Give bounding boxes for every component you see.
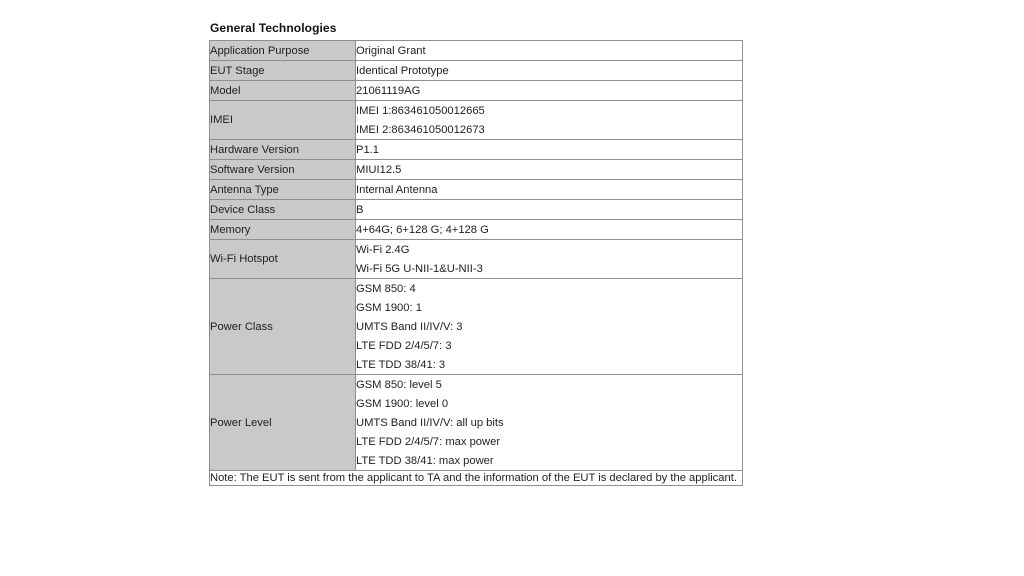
table-row (210, 101, 743, 140)
table-row (210, 220, 743, 240)
value-line: IMEI 1:863461050012665 (356, 104, 485, 117)
value-line: B (356, 203, 364, 216)
value-lines (356, 81, 742, 100)
value-line: LTE FDD 2/4/5/7: 3 (356, 339, 452, 352)
value-lines (356, 180, 742, 199)
value-line: IMEI 2:863461050012673 (356, 123, 485, 136)
table-row (210, 180, 743, 200)
value-line: Wi-Fi 5G U-NII-1&U-NII-3 (356, 262, 483, 275)
value-line: 21061119AG (356, 84, 421, 97)
table-row (210, 200, 743, 220)
spec-document (209, 22, 743, 486)
row-value (356, 279, 743, 375)
row-value (356, 140, 743, 160)
row-label: IMEI (210, 101, 356, 140)
row-value (356, 160, 743, 180)
row-value (356, 200, 743, 220)
row-value (356, 180, 743, 200)
value-line: GSM 1900: level 0 (356, 397, 449, 410)
value-line: UMTS Band II/IV/V: 3 (356, 320, 463, 333)
table-row (210, 140, 743, 160)
row-label: Power Level (210, 375, 356, 471)
value-lines (356, 61, 742, 80)
row-label: Memory (210, 220, 356, 240)
table-row (210, 240, 743, 279)
row-label: Power Class (210, 279, 356, 375)
table-row (210, 375, 743, 471)
row-label: Device Class (210, 200, 356, 220)
table-note (210, 471, 743, 486)
value-lines (356, 220, 742, 239)
value-line: Original Grant (356, 44, 426, 57)
row-value (356, 101, 743, 140)
value-line: GSM 1900: 1 (356, 301, 422, 314)
value-lines (356, 279, 742, 374)
value-line: 4+64G; 6+128 G; 4+128 G (356, 223, 489, 236)
value-lines (356, 160, 742, 179)
value-line: LTE TDD 38/41: max power (356, 454, 494, 467)
value-lines (356, 140, 742, 159)
value-lines (356, 200, 742, 219)
value-lines (356, 41, 742, 60)
note-row (210, 471, 743, 486)
value-line: P1.1 (356, 143, 380, 156)
page-title: General Technologies (210, 21, 337, 35)
value-line: Identical Prototype (356, 64, 449, 77)
row-label: Model (210, 81, 356, 101)
row-value (356, 240, 743, 279)
table-row (210, 61, 743, 81)
row-label: Software Version (210, 160, 356, 180)
value-line: Internal Antenna (356, 183, 438, 196)
value-line: UMTS Band II/IV/V: all up bits (356, 416, 504, 429)
note-text: Note: The EUT is sent from the applicant to TA and the information of the EUT is declared by the applicant. (210, 472, 737, 484)
row-value (356, 61, 743, 81)
value-lines (356, 101, 742, 139)
value-line: Wi-Fi 2.4G (356, 243, 410, 256)
value-line: LTE FDD 2/4/5/7: max power (356, 435, 501, 448)
table-row (210, 279, 743, 375)
table-row (210, 160, 743, 180)
value-line: GSM 850: 4 (356, 282, 416, 295)
row-value (356, 41, 743, 61)
row-label: Antenna Type (210, 180, 356, 200)
table-row (210, 41, 743, 61)
value-line: LTE TDD 38/41: 3 (356, 358, 446, 371)
row-value (356, 220, 743, 240)
row-label: Hardware Version (210, 140, 356, 160)
general-technologies-table (209, 40, 743, 486)
row-label: Wi-Fi Hotspot (210, 240, 356, 279)
row-value (356, 375, 743, 471)
row-value (356, 81, 743, 101)
value-lines (356, 375, 742, 470)
row-label: EUT Stage (210, 61, 356, 81)
table-body (210, 41, 743, 486)
table-row (210, 81, 743, 101)
value-lines (356, 240, 742, 278)
value-line: MIUI12.5 (356, 163, 402, 176)
value-line: GSM 850: level 5 (356, 378, 442, 391)
row-label: Application Purpose (210, 41, 356, 61)
